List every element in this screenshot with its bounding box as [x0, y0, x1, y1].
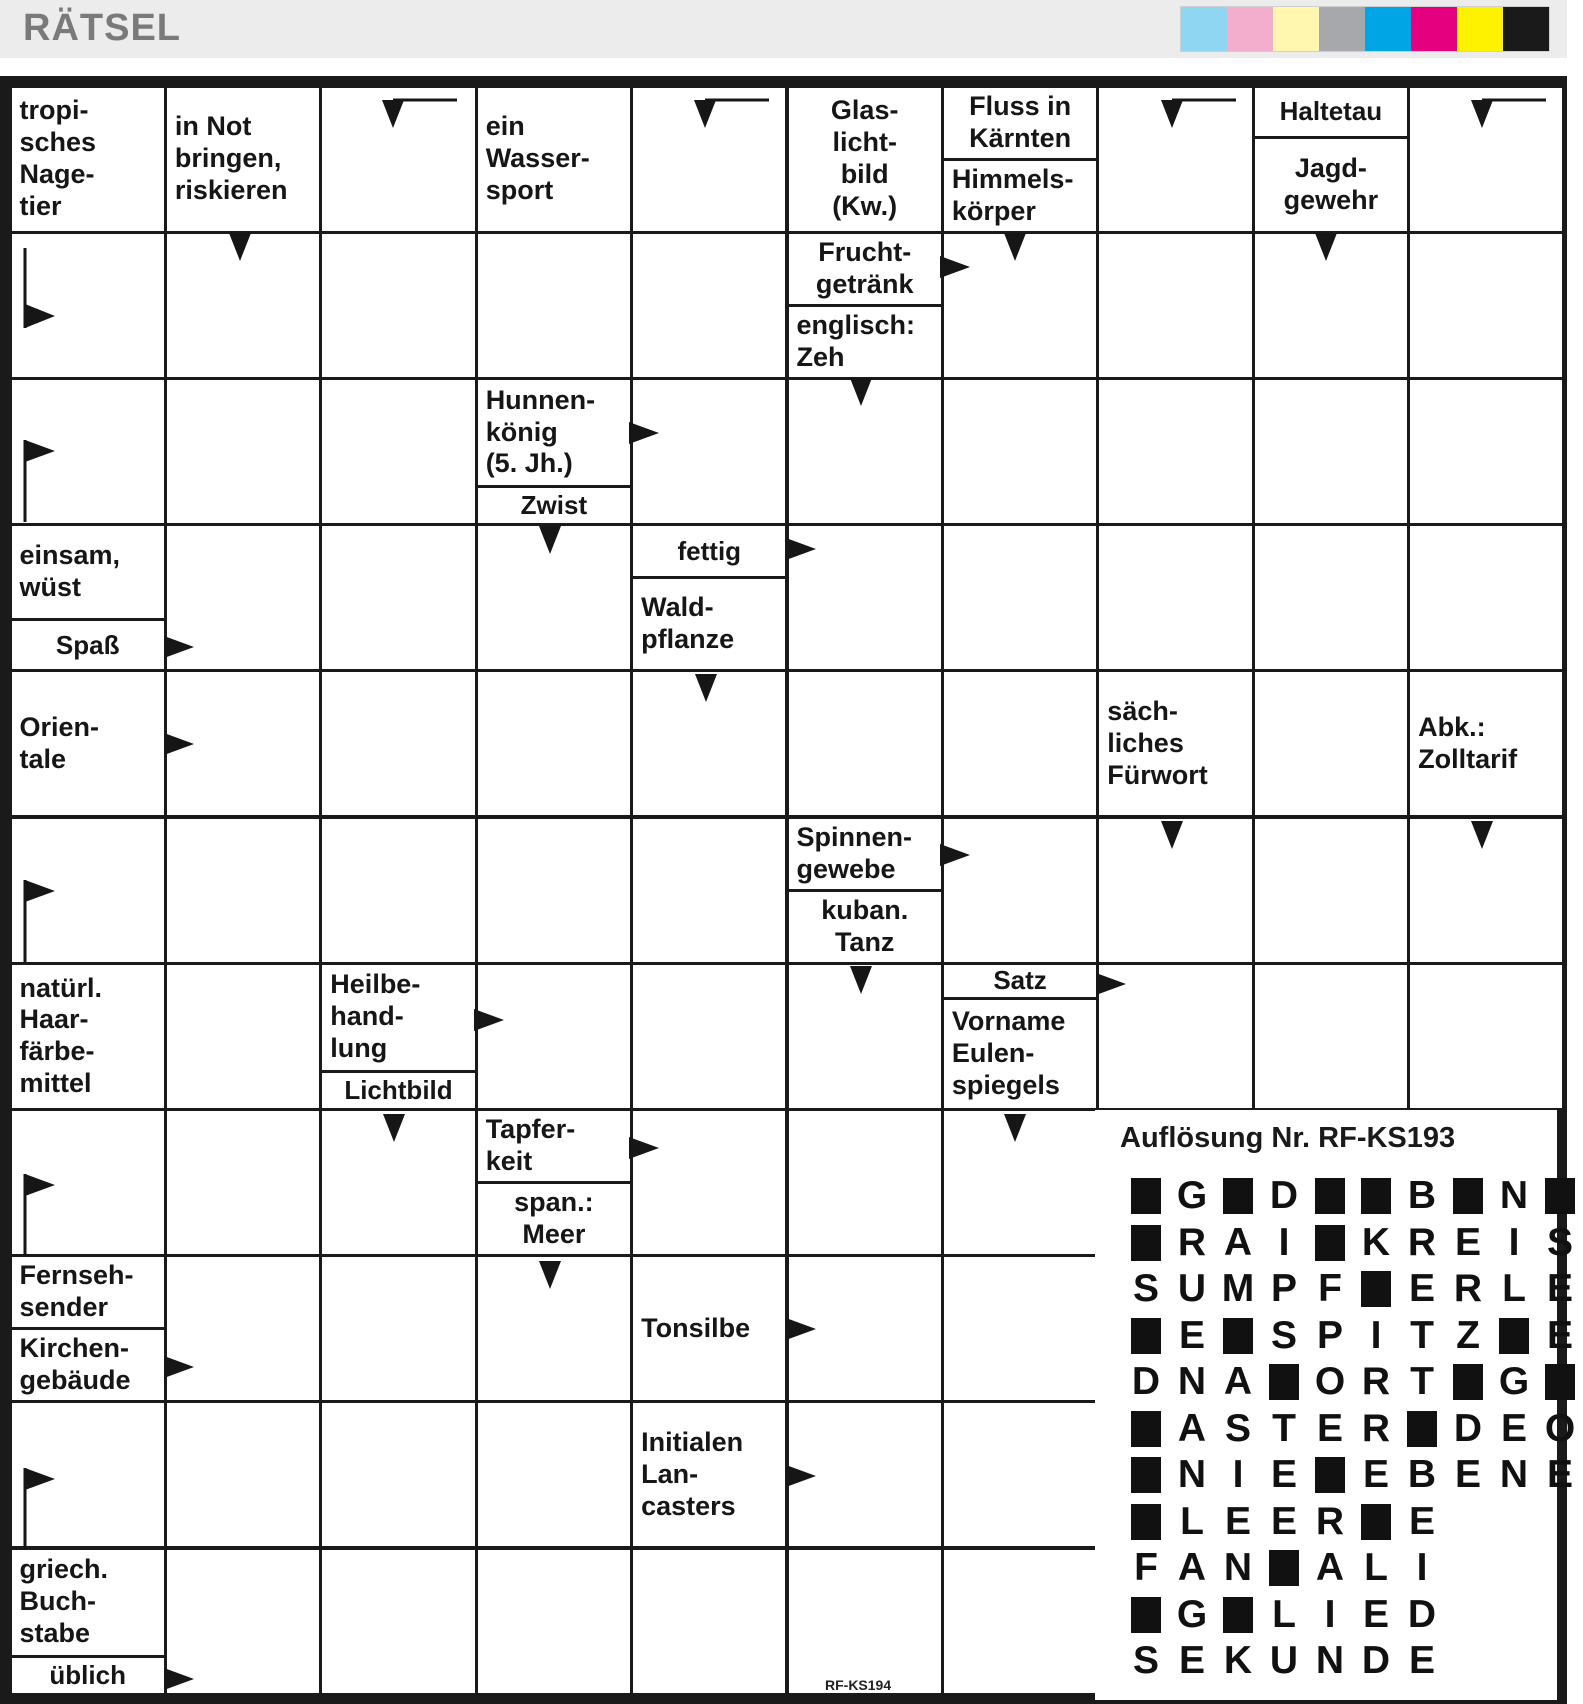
solution-letter: S	[1546, 1220, 1573, 1264]
solution-letter: S	[1132, 1267, 1159, 1310]
answer-cell[interactable]	[944, 1257, 1096, 1400]
clue-cell: Orien- tale	[12, 672, 164, 815]
solution-block	[1215, 1314, 1261, 1358]
solution-letter: R	[1177, 1220, 1207, 1264]
answer-cell[interactable]	[478, 672, 630, 815]
right-arrow-marker	[628, 421, 660, 445]
clue-cell: Vorname Eulen- spiegels	[944, 1000, 1096, 1108]
clue-cell: säch- liches Fürwort	[1099, 672, 1251, 815]
down-arrow-marker	[849, 377, 873, 407]
solution-block	[1215, 1593, 1261, 1637]
solution-letter: A	[1223, 1220, 1253, 1264]
solution-title: Auflösung Nr. RF-KS193	[1120, 1122, 1456, 1154]
solution-row	[1123, 1639, 1445, 1683]
answer-cell[interactable]	[322, 672, 474, 815]
solution-letter: U	[1177, 1267, 1207, 1310]
solution-letter: T	[1410, 1313, 1434, 1357]
solution-letter: R	[1315, 1499, 1345, 1543]
down-arrow-marker	[538, 525, 562, 555]
solution-letter: E	[1408, 1639, 1435, 1682]
solution-row	[1123, 1267, 1583, 1311]
answer-cell[interactable]	[478, 234, 630, 377]
solution-row	[1123, 1500, 1445, 1544]
answer-cell[interactable]	[1099, 380, 1251, 523]
down-arrow-marker	[1314, 232, 1338, 262]
flag-up-arrow-marker	[22, 440, 56, 522]
answer-cell[interactable]	[789, 672, 941, 815]
solution-letter: N	[1177, 1360, 1207, 1403]
answer-cell[interactable]	[167, 965, 319, 1108]
solution-block	[1123, 1500, 1169, 1544]
answer-cell[interactable]	[167, 380, 319, 523]
answer-cell[interactable]	[322, 1257, 474, 1400]
clue-cell: ein Wasser- sport	[478, 88, 630, 231]
color-swatch	[1227, 7, 1273, 51]
solution-letter: G	[1498, 1360, 1530, 1403]
solution-row	[1123, 1546, 1445, 1590]
solution-letter: D	[1361, 1639, 1391, 1682]
solution-letter: A	[1177, 1406, 1207, 1450]
answer-cell[interactable]	[478, 1550, 630, 1693]
solution-block	[1123, 1453, 1169, 1497]
answer-cell[interactable]	[478, 1403, 630, 1546]
solution-letter: I	[1416, 1546, 1428, 1589]
solution-block	[1307, 1221, 1353, 1265]
right-arrow-marker	[785, 1317, 817, 1341]
solution-block	[1215, 1174, 1261, 1218]
clue-cell: natürl. Haar- färbe- mittel	[12, 965, 164, 1108]
clue-cell: Frucht- getränk	[789, 234, 941, 304]
answer-cell[interactable]	[633, 965, 785, 1108]
solution-letter: G	[1176, 1174, 1208, 1217]
right-arrow-marker	[939, 255, 971, 279]
answer-cell[interactable]	[1099, 526, 1251, 669]
bent-right-arrow-marker	[22, 248, 56, 328]
color-swatch	[1181, 7, 1227, 51]
right-arrow-marker	[163, 1667, 195, 1691]
answer-cell[interactable]	[633, 819, 785, 962]
solution-block	[1399, 1407, 1445, 1451]
solution-letter: I	[1232, 1453, 1244, 1496]
solution-letter: G	[1176, 1592, 1208, 1636]
answer-cell[interactable]	[944, 380, 1096, 523]
clue-cell: Glas- licht- bild (Kw.)	[789, 88, 941, 231]
solution-letter: E	[1362, 1592, 1389, 1636]
solution-block	[1445, 1360, 1491, 1404]
solution-letter: M	[1221, 1267, 1255, 1310]
solution-block	[1261, 1360, 1307, 1404]
solution-row	[1123, 1407, 1583, 1451]
clue-cell: Fluss in Kärnten	[944, 88, 1096, 158]
corner-down-arrow-marker	[693, 98, 769, 130]
solution-block	[1491, 1314, 1537, 1358]
answer-cell[interactable]	[478, 819, 630, 962]
clue-cell: Haltetau	[1255, 88, 1407, 136]
clue-cell: Abk.: Zolltarif	[1410, 672, 1562, 815]
solution-row	[1123, 1174, 1583, 1218]
clue-cell: Lichtbild	[322, 1073, 474, 1108]
solution-letter: N	[1177, 1453, 1207, 1496]
answer-cell[interactable]	[1255, 380, 1407, 523]
answer-cell[interactable]	[1410, 965, 1562, 1108]
clue-cell: in Not bringen, riskieren	[167, 88, 319, 231]
answer-cell[interactable]	[322, 1403, 474, 1546]
solution-panel	[1095, 1110, 1576, 1700]
solution-letter: E	[1270, 1499, 1297, 1543]
solution-letter: E	[1500, 1406, 1527, 1450]
solution-letter: E	[1270, 1453, 1297, 1496]
solution-letter: E	[1316, 1406, 1343, 1450]
answer-cell[interactable]	[944, 672, 1096, 815]
color-swatch	[1365, 7, 1411, 51]
clue-cell: fettig	[633, 526, 785, 576]
solution-letter: N	[1499, 1453, 1529, 1496]
solution-block	[1123, 1593, 1169, 1637]
solution-letter: S	[1270, 1313, 1297, 1357]
solution-letter: A	[1223, 1360, 1253, 1403]
corner-down-arrow-marker	[1470, 98, 1546, 130]
solution-letter: R	[1361, 1406, 1391, 1450]
answer-cell[interactable]	[789, 1550, 941, 1693]
right-arrow-marker	[785, 537, 817, 561]
answer-cell[interactable]	[167, 819, 319, 962]
right-arrow-marker	[163, 732, 195, 756]
solution-letter: D	[1407, 1592, 1437, 1636]
solution-letter: E	[1178, 1313, 1205, 1357]
answer-cell[interactable]	[322, 526, 474, 669]
right-arrow-marker	[163, 1355, 195, 1379]
color-swatch	[1273, 7, 1319, 51]
flag-up-arrow-marker	[22, 1468, 56, 1550]
solution-letter: E	[1546, 1453, 1573, 1496]
solution-letter: T	[1272, 1406, 1296, 1450]
answer-cell[interactable]	[1099, 234, 1251, 377]
clue-cell: Heilbe- hand- lung	[322, 965, 474, 1070]
clue-cell: Spaß	[12, 621, 164, 669]
solution-letter: U	[1269, 1639, 1299, 1682]
solution-block	[1307, 1174, 1353, 1218]
clue-cell: Fernseh- sender	[12, 1257, 164, 1327]
solution-block	[1537, 1174, 1583, 1218]
color-swatch	[1457, 7, 1503, 51]
down-arrow-marker	[849, 965, 873, 995]
solution-letter: R	[1407, 1220, 1437, 1264]
solution-letter: D	[1269, 1174, 1299, 1217]
corner-down-arrow-marker	[381, 98, 457, 130]
answer-cell[interactable]	[633, 1550, 785, 1693]
solution-row	[1123, 1314, 1583, 1358]
answer-cell[interactable]	[633, 234, 785, 377]
answer-cell[interactable]	[633, 380, 785, 523]
clue-cell: Kirchen- gebäude	[12, 1330, 164, 1400]
answer-cell[interactable]	[1255, 819, 1407, 962]
solution-block	[1353, 1500, 1399, 1544]
solution-letter: S	[1132, 1639, 1159, 1682]
solution-letter: E	[1408, 1267, 1435, 1310]
solution-letter: E	[1454, 1453, 1481, 1496]
clue-cell: Satz	[944, 965, 1096, 997]
solution-letter: N	[1499, 1174, 1529, 1217]
solution-letter: R	[1453, 1267, 1483, 1310]
solution-letter: E	[1224, 1499, 1251, 1543]
solution-block	[1123, 1174, 1169, 1218]
solution-letter: O	[1314, 1360, 1346, 1403]
solution-letter: F	[1134, 1546, 1158, 1589]
flag-up-arrow-marker	[22, 880, 56, 962]
answer-cell[interactable]	[322, 380, 474, 523]
answer-cell[interactable]	[1410, 380, 1562, 523]
solution-letter: E	[1362, 1453, 1389, 1496]
solution-letter: R	[1361, 1360, 1391, 1403]
solution-block	[1537, 1360, 1583, 1404]
page-title: RÄTSEL	[23, 7, 181, 49]
solution-letter: A	[1177, 1546, 1207, 1589]
clue-cell: üblich	[12, 1658, 164, 1693]
flag-up-arrow-marker	[22, 1174, 56, 1256]
answer-cell[interactable]	[478, 965, 630, 1108]
solution-letter: E	[1546, 1267, 1573, 1310]
header-bar	[0, 0, 1567, 58]
solution-letter: N	[1223, 1546, 1253, 1589]
answer-cell[interactable]	[789, 1111, 941, 1254]
solution-letter: D	[1453, 1406, 1483, 1450]
solution-letter: Z	[1456, 1313, 1480, 1357]
down-arrow-marker	[538, 1260, 562, 1290]
clue-cell: Tonsilbe	[633, 1257, 785, 1400]
clue-cell: Zwist	[478, 488, 630, 523]
answer-cell[interactable]	[1255, 965, 1407, 1108]
solution-letter: O	[1544, 1406, 1576, 1450]
solution-letter: S	[1224, 1406, 1251, 1450]
color-swatch	[1319, 7, 1365, 51]
solution-block	[1123, 1314, 1169, 1358]
solution-letter: N	[1315, 1639, 1345, 1682]
down-arrow-marker	[228, 232, 252, 262]
down-arrow-marker	[1160, 820, 1184, 850]
clue-cell: tropi- sches Nage- tier	[12, 88, 164, 231]
answer-cell[interactable]	[1410, 526, 1562, 669]
solution-block	[1123, 1221, 1169, 1265]
color-swatch	[1411, 7, 1457, 51]
solution-letter: A	[1315, 1546, 1345, 1589]
right-arrow-marker	[163, 635, 195, 659]
solution-letter: K	[1361, 1220, 1391, 1264]
clue-cell: kuban. Tanz	[789, 892, 941, 962]
answer-cell[interactable]	[167, 1111, 319, 1254]
right-arrow-marker	[785, 1464, 817, 1488]
answer-cell[interactable]	[944, 526, 1096, 669]
solution-letter: P	[1270, 1267, 1297, 1310]
down-arrow-marker	[1003, 1113, 1027, 1143]
clue-cell: einsam, wüst	[12, 526, 164, 618]
solution-letter: E	[1546, 1313, 1573, 1357]
answer-cell[interactable]	[633, 1111, 785, 1254]
down-arrow-marker	[694, 673, 718, 703]
solution-block	[1261, 1546, 1307, 1590]
solution-letter: F	[1318, 1267, 1342, 1310]
solution-letter: I	[1324, 1592, 1336, 1636]
solution-letter: K	[1223, 1639, 1253, 1682]
solution-letter: D	[1131, 1360, 1161, 1403]
solution-letter: P	[1316, 1313, 1343, 1357]
down-arrow-marker	[382, 1113, 406, 1143]
solution-row	[1123, 1360, 1583, 1404]
answer-cell[interactable]	[167, 1403, 319, 1546]
clue-cell: span.: Meer	[478, 1184, 630, 1254]
clue-cell: griech. Buch- stabe	[12, 1550, 164, 1655]
solution-letter: I	[1278, 1220, 1290, 1264]
solution-row	[1123, 1453, 1583, 1497]
solution-letter: I	[1508, 1220, 1520, 1264]
solution-block	[1353, 1267, 1399, 1311]
answer-cell[interactable]	[322, 819, 474, 962]
right-arrow-marker	[1095, 972, 1127, 996]
clue-cell: Wald- pflanze	[633, 579, 785, 670]
solution-letter: E	[1178, 1639, 1205, 1682]
answer-cell[interactable]	[1410, 234, 1562, 377]
solution-letter: B	[1407, 1174, 1437, 1217]
puzzle-code: RF-KS194	[825, 1677, 892, 1693]
clue-cell: Jagd- gewehr	[1255, 139, 1407, 231]
solution-letter: L	[1364, 1546, 1388, 1589]
solution-letter: L	[1180, 1499, 1204, 1543]
clue-cell: englisch: Zeh	[789, 307, 941, 377]
down-arrow-marker	[1470, 820, 1494, 850]
solution-block	[1445, 1174, 1491, 1218]
answer-cell[interactable]	[944, 1550, 1096, 1693]
clue-cell: Spinnen- gewebe	[789, 819, 941, 889]
answer-cell[interactable]	[322, 234, 474, 377]
solution-letter: L	[1502, 1267, 1526, 1310]
down-arrow-marker	[1003, 232, 1027, 262]
right-arrow-marker	[473, 1008, 505, 1032]
answer-cell[interactable]	[1255, 672, 1407, 815]
clue-cell: Tapfer- keit	[478, 1111, 630, 1181]
solution-letter: E	[1408, 1499, 1435, 1543]
answer-cell[interactable]	[1255, 526, 1407, 669]
solution-row	[1123, 1221, 1583, 1265]
solution-block	[1123, 1407, 1169, 1451]
solution-row	[1123, 1593, 1445, 1637]
solution-block	[1353, 1174, 1399, 1218]
corner-down-arrow-marker	[1160, 98, 1236, 130]
right-arrow-marker	[939, 843, 971, 867]
solution-letter: T	[1410, 1360, 1434, 1403]
solution-block	[1307, 1453, 1353, 1497]
solution-letter: I	[1370, 1313, 1382, 1357]
clue-cell: Himmels- körper	[944, 161, 1096, 231]
clue-cell: Initialen Lan- casters	[633, 1403, 785, 1546]
solution-letter: E	[1454, 1220, 1481, 1264]
answer-cell[interactable]	[944, 819, 1096, 962]
clue-cell: Hunnen- könig (5. Jh.)	[478, 380, 630, 485]
color-calibration-bar	[1180, 6, 1550, 52]
right-arrow-marker	[628, 1136, 660, 1160]
answer-cell[interactable]	[322, 1550, 474, 1693]
solution-letter: B	[1407, 1453, 1437, 1496]
color-swatch	[1503, 7, 1549, 51]
answer-cell[interactable]	[944, 1403, 1096, 1546]
solution-letter: L	[1272, 1592, 1296, 1636]
